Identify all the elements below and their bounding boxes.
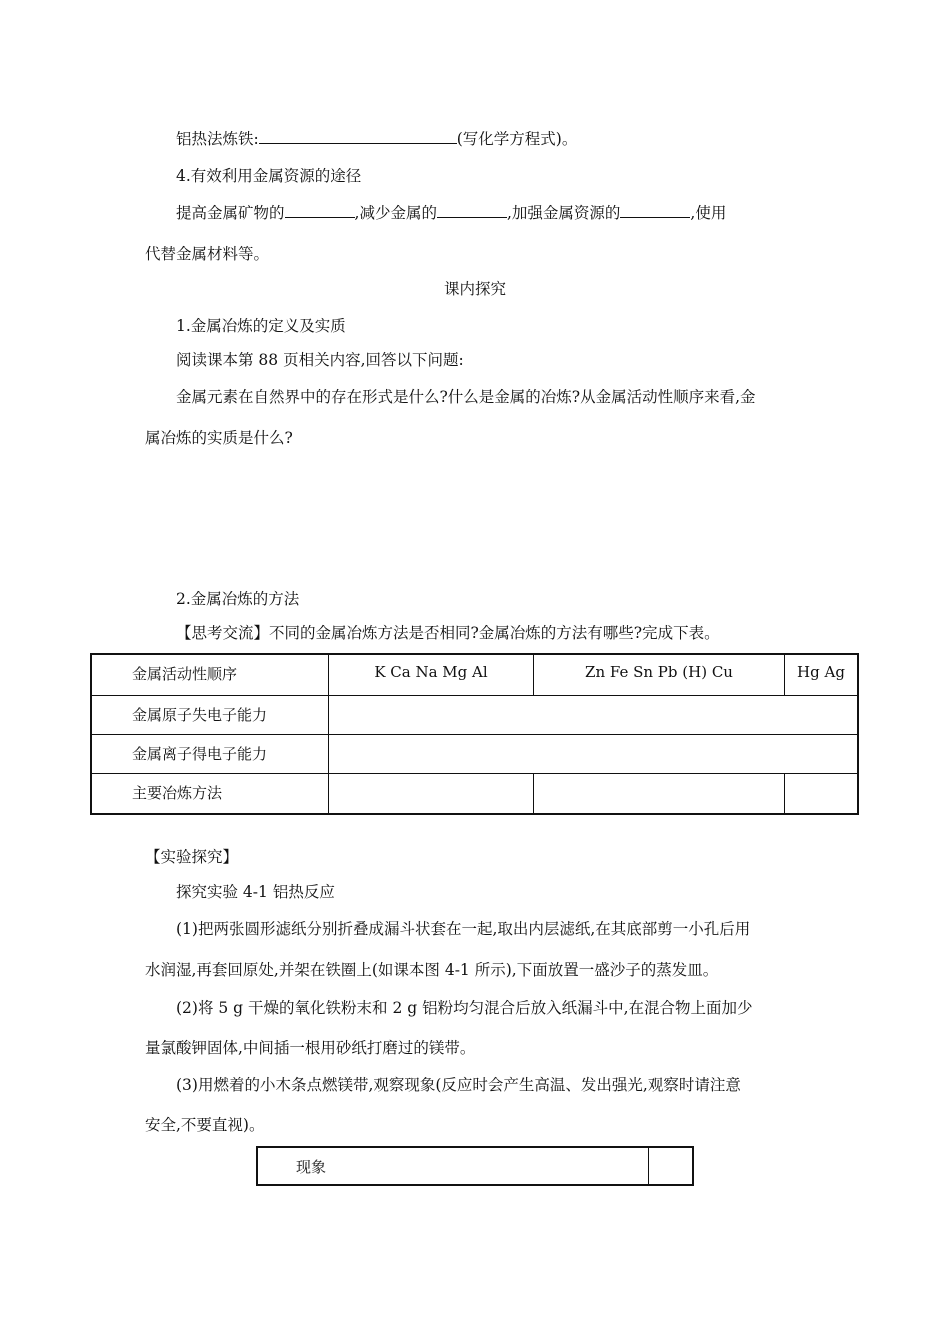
- item4-text-a: 提高金属矿物的: [176, 204, 285, 222]
- blank-utilization[interactable]: [285, 203, 355, 218]
- item1-read: 阅读课本第 88 页相关内容,回答以下问题:: [176, 351, 464, 369]
- table-row: [91, 773, 858, 814]
- table-row: [91, 734, 858, 773]
- table-row: [91, 695, 858, 734]
- item1-question-line1: 金属元素在自然界中的存在形式是什么?什么是金属的冶炼?从金属活动性顺序来看,金: [176, 388, 756, 406]
- step2-line1: (2)将 5 g 干燥的氧化铁粉末和 2 g 铝粉均匀混合后放入纸漏斗中,在混合物上面加少: [176, 999, 753, 1017]
- row-label-activity: 金属活动性顺序: [91, 654, 329, 695]
- item4-text-d: ,使用: [690, 204, 727, 222]
- table-row: [257, 1147, 693, 1185]
- experiment-title: 探究实验 4-1 铝热反应: [176, 883, 335, 901]
- table-row: [91, 654, 858, 695]
- step3-line1: (3)用燃着的小木条点燃镁带,观察现象(反应时会产生高温、发出强光,观察时请注意: [176, 1076, 741, 1094]
- phenomenon-table: [256, 1146, 694, 1186]
- series-hg-ag: Hg Ag: [785, 654, 859, 695]
- row-label-lose-electron: 金属原子失电子能力: [91, 695, 329, 734]
- step1-line1: (1)把两张圆形滤纸分别折叠成漏斗状套在一起,取出内层滤纸,在其底部剪一小孔后用: [176, 920, 751, 938]
- series-zn-cu: Zn Fe Sn Pb (H) Cu: [534, 654, 785, 695]
- cell-method-inactive[interactable]: [785, 773, 859, 814]
- cell-method-active[interactable]: [329, 773, 534, 814]
- aluminothermy-label: 铝热法炼铁:: [176, 130, 259, 148]
- series-k-al: K Ca Na Mg Al: [329, 654, 534, 695]
- item1-title: 1.金属冶炼的定义及实质: [176, 317, 346, 335]
- item4-line2: 代替金属材料等。: [145, 245, 270, 263]
- item2-discussion: 【思考交流】不同的金属冶炼方法是否相同?金属冶炼的方法有哪些?完成下表。: [176, 624, 720, 642]
- experiment-heading: 【实验探究】: [145, 848, 239, 866]
- step3-line2: 安全,不要直视)。: [145, 1116, 265, 1134]
- metal-refining-table: [90, 653, 859, 815]
- blank-equation[interactable]: [259, 129, 457, 144]
- item2-title: 2.金属冶炼的方法: [176, 590, 300, 608]
- blank-corrosion[interactable]: [437, 203, 507, 218]
- row-label-gain-electron: 金属离子得电子能力: [91, 734, 329, 773]
- item4-text-c: ,加强金属资源的: [506, 204, 621, 222]
- blank-recycling[interactable]: [620, 203, 690, 218]
- item4-text-b: ,减少金属的: [354, 204, 437, 222]
- row-label-method: 主要冶炼方法: [91, 773, 329, 814]
- section-heading: 课内探究: [443, 280, 506, 298]
- aluminothermy-line: [176, 127, 577, 149]
- cell-gain-electron[interactable]: [329, 734, 859, 773]
- step1-line2: 水润湿,再套回原处,并架在铁圈上(如课本图 4-1 所示),下面放置一盛沙子的蒸发皿。: [145, 961, 719, 979]
- cell-lose-electron[interactable]: [329, 695, 859, 734]
- item1-question-line2: 属冶炼的实质是什么?: [145, 429, 293, 447]
- item4-title: 4.有效利用金属资源的途径: [176, 167, 362, 185]
- step2-line2: 量氯酸钾固体,中间插一根用砂纸打磨过的镁带。: [145, 1039, 476, 1057]
- aluminothermy-suffix: (写化学方程式)。: [456, 130, 578, 148]
- cell-method-mid[interactable]: [534, 773, 785, 814]
- item4-line1: [176, 201, 726, 223]
- phenomenon-answer-cell[interactable]: [649, 1147, 694, 1185]
- phenomenon-label: 现象: [257, 1147, 649, 1185]
